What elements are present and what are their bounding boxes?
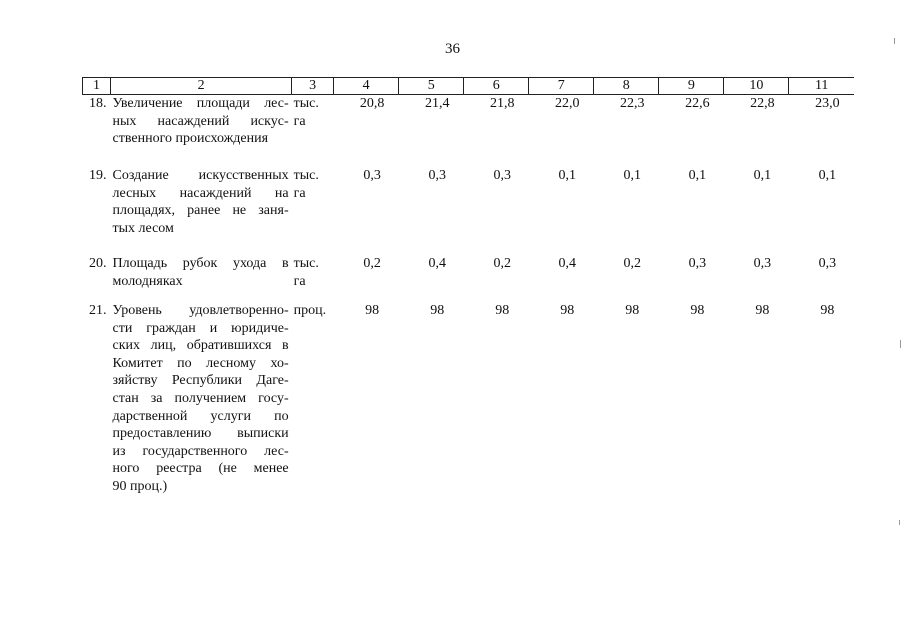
unit-line: проц. — [293, 303, 327, 318]
value-cell: 0,2 — [363, 256, 381, 271]
indicator-name-line: стан за получением госу- — [112, 390, 289, 406]
indicator-name-line: Создание искусственных — [112, 168, 289, 183]
header-col-11: 11 — [789, 78, 854, 95]
value-cell: 22,8 — [750, 96, 775, 111]
value-cell: 0,3 — [428, 168, 446, 183]
indicator-name — [111, 302, 292, 502]
indicator-name-line: предоставлению выписки — [112, 426, 289, 442]
unit-line: тыс. — [293, 168, 319, 183]
table-row — [83, 302, 855, 502]
header-col-7: 7 — [529, 78, 594, 95]
value-cell: 23,0 — [815, 96, 840, 111]
table-body — [83, 95, 855, 503]
header-col-8: 8 — [594, 78, 659, 95]
table-row — [83, 95, 855, 168]
value-cell: 0,2 — [623, 256, 642, 271]
value-cell: 0,1 — [623, 168, 642, 183]
indicator-name-line: сти граждан и юридиче- — [112, 320, 289, 336]
value-cell: 0,4 — [558, 256, 576, 271]
scan-artifact — [900, 340, 901, 348]
value-cell: 21,8 — [489, 96, 515, 111]
value-cell: 0,1 — [688, 168, 707, 183]
table-header — [83, 78, 855, 95]
indicator-name-line: Комитет по лесному хо- — [112, 355, 289, 371]
value-cell: 0,3 — [363, 168, 381, 183]
unit-cell — [292, 255, 334, 302]
value-cell: 21,4 — [424, 96, 450, 111]
unit-line: га — [293, 113, 306, 129]
value-cell: 98 — [690, 303, 705, 318]
row-number: 21. — [89, 303, 107, 318]
indicator-name-line: зяйству Республики Даге- — [112, 373, 289, 389]
indicator-name — [111, 95, 292, 168]
value-cell: 98 — [430, 303, 445, 318]
table-row — [83, 167, 855, 255]
indicator-name-line: ственного происхождения — [112, 131, 269, 147]
value-cell: 22,6 — [685, 96, 710, 111]
scan-artifact — [899, 520, 900, 525]
value-cell: 98 — [820, 303, 835, 318]
scan-artifact — [894, 38, 895, 44]
indicator-name-line: лесных насаждений на — [112, 185, 289, 201]
page-number: 36 — [445, 41, 460, 57]
row-number: 19. — [89, 168, 107, 183]
value-cell: 0,1 — [558, 168, 576, 183]
unit-cell — [292, 302, 334, 502]
unit-cell — [292, 95, 334, 168]
unit-line: тыс. — [293, 96, 319, 111]
header-col-2: 2 — [111, 78, 292, 95]
indicator-name-line: тых лесом — [112, 220, 174, 236]
indicator-name — [111, 255, 292, 302]
value-cell: 98 — [495, 303, 510, 318]
indicator-name-line: молодняках — [112, 273, 183, 289]
value-cell: 0,1 — [753, 168, 772, 183]
header-col-5: 5 — [399, 78, 464, 95]
indicator-name-line: ного реестра (не менее — [112, 461, 289, 477]
header-col-1: 1 — [83, 78, 111, 95]
value-cell: 0,3 — [493, 168, 511, 183]
indicator-name-line: Увеличение площади лес- — [112, 96, 289, 111]
indicator-name-line: ских лиц, обратившихся в — [112, 338, 289, 354]
unit-line: тыс. — [293, 256, 319, 271]
indicator-name — [111, 167, 292, 255]
header-col-6: 6 — [464, 78, 529, 95]
value-cell: 0,3 — [753, 256, 772, 271]
value-cell: 98 — [755, 303, 770, 318]
indicator-name-line: дарственной услуги по — [112, 408, 289, 424]
indicators-table — [82, 77, 854, 502]
indicator-name-line: площадях, ранее не заня- — [112, 203, 289, 219]
header-col-10: 10 — [724, 78, 789, 95]
table-row — [83, 255, 855, 302]
unit-cell — [292, 167, 334, 255]
unit-line: га — [293, 185, 306, 201]
value-cell: 0,4 — [428, 256, 446, 271]
value-cell: 0,3 — [818, 256, 837, 271]
indicator-name-line: из государственного лес- — [112, 443, 289, 459]
value-cell: 22,0 — [555, 96, 580, 111]
row-number: 20. — [89, 256, 107, 271]
header-row — [83, 78, 855, 95]
unit-line: га — [293, 273, 306, 289]
indicator-name-line: Площадь рубок ухода в — [112, 256, 289, 271]
indicator-name-line: 90 проц.) — [112, 478, 168, 494]
value-cell: 0,3 — [688, 256, 707, 271]
value-cell: 98 — [560, 303, 575, 318]
value-cell: 22,3 — [620, 96, 645, 111]
row-number: 18. — [89, 96, 107, 111]
value-cell: 98 — [625, 303, 640, 318]
value-cell: 0,2 — [493, 256, 511, 271]
indicator-name-line: Уровень удовлетворенно- — [112, 303, 289, 318]
indicator-name-line: ных насаждений искус- — [112, 113, 289, 129]
value-cell: 98 — [365, 303, 380, 318]
header-col-3: 3 — [292, 78, 334, 95]
value-cell: 20,8 — [359, 96, 385, 111]
header-col-4: 4 — [334, 78, 399, 95]
value-cell: 0,1 — [818, 168, 837, 183]
header-col-9: 9 — [659, 78, 724, 95]
